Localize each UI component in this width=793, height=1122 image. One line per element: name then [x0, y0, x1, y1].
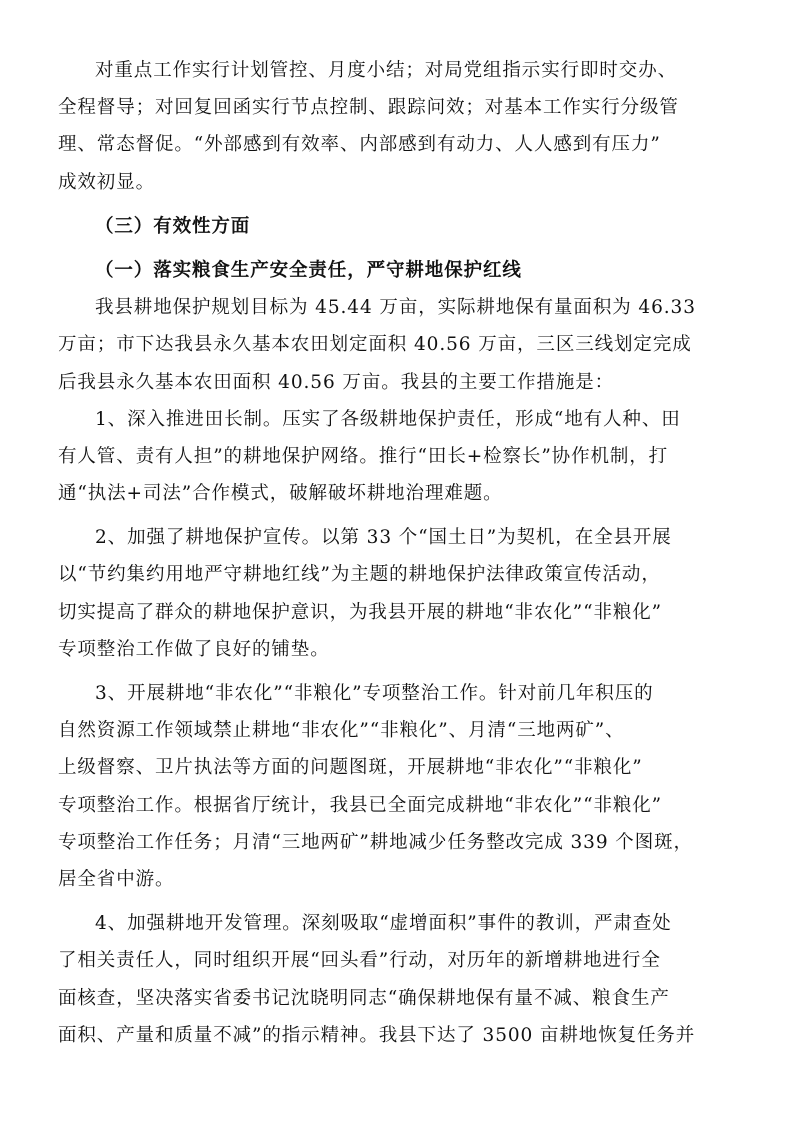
text-line: 后我县永久基本农田面积 40.56 万亩。我县的主要工作措施是：	[58, 371, 615, 393]
subsection-heading-farmland-protection: （一）落实粮食生产安全责任，严守耕地保护红线	[95, 259, 522, 281]
text-line: 专项整治工作做了良好的铺垫。	[58, 638, 330, 660]
paragraph-measure-3	[58, 675, 740, 898]
text-line: 理、常态督促。“外部感到有效率、内部感到有动力、人人感到有压力”	[58, 134, 661, 156]
text-line: 对重点工作实行计划管控、月度小结；对局党组指示实行即时交办、	[95, 60, 678, 81]
text-line: 有人管、责有人担”的耕地保护网络。推行“田长+检察长”协作机制，打	[58, 445, 669, 467]
text-line: 万亩；市下达我县永久基本农田划定面积 40.56 万亩，三区三线划定完成	[58, 334, 692, 356]
paragraph-measure-4	[58, 905, 740, 1054]
text-line: 3、开展耕地“非农化”“非粮化”专项整治工作。针对前几年积压的	[95, 683, 654, 704]
paragraph-measure-1	[58, 401, 740, 513]
text-line: 自然资源工作领域禁止耕地“非农化”“非粮化”、月清“三地两矿”、	[58, 720, 625, 742]
text-line: 以“节约集约用地严守耕地红线”为主题的耕地保护法律政策宣传活动，	[58, 564, 661, 586]
paragraph-work-management	[58, 52, 740, 201]
text-line: 切实提高了群众的耕地保护意识，为我县开展的耕地“非农化”“非粮化”	[58, 601, 663, 623]
text-line: 通“执法+司法”合作模式，破解破坏耕地治理难题。	[58, 483, 503, 505]
text-line: 面积、产量和质量不减”的指示精神。我县下达了 3500 亩耕地恢复任务并	[58, 1024, 696, 1046]
section-heading-effectiveness: （三）有效性方面	[95, 215, 251, 237]
text-line: 我县耕地保护规划目标为 45.44 万亩，实际耕地保有量面积为 46.33	[95, 297, 696, 319]
text-line: 面核查，坚决落实省委书记沈晓明同志“确保耕地保有量不减、粮食生产	[58, 987, 670, 1009]
paragraph-measure-2	[58, 519, 740, 668]
paragraph-farmland-figures	[58, 289, 740, 401]
text-line: 居全省中游。	[58, 868, 175, 890]
text-line: 全程督导；对回复回函实行节点控制、跟踪问效；对基本工作实行分级管	[58, 97, 679, 119]
document-page	[58, 52, 740, 1054]
text-line: 专项整治工作任务；月清“三地两矿”耕地减少任务整改完成 339 个图斑，	[58, 831, 693, 853]
text-line: 了相关责任人，同时组织开展“回头看”行动，对历年的新增耕地进行全	[58, 950, 661, 972]
text-line: 1、深入推进田长制。压实了各级耕地保护责任，形成“地有人种、田	[95, 408, 681, 430]
text-line: 专项整治工作。根据省厅统计，我县已全面完成耕地“非农化”“非粮化”	[58, 794, 663, 816]
text-line: 4、加强耕地开发管理。深刻吸取“虚增面积”事件的教训，严肃查处	[95, 913, 672, 935]
text-line: 2、加强了耕地保护宣传。以第 33 个“国土日”为契机，在全县开展	[95, 527, 672, 549]
text-line: 成效初显。	[58, 171, 156, 193]
text-line: 上级督察、卫片执法等方面的问题图斑，开展耕地“非农化”“非粮化”	[58, 757, 643, 779]
